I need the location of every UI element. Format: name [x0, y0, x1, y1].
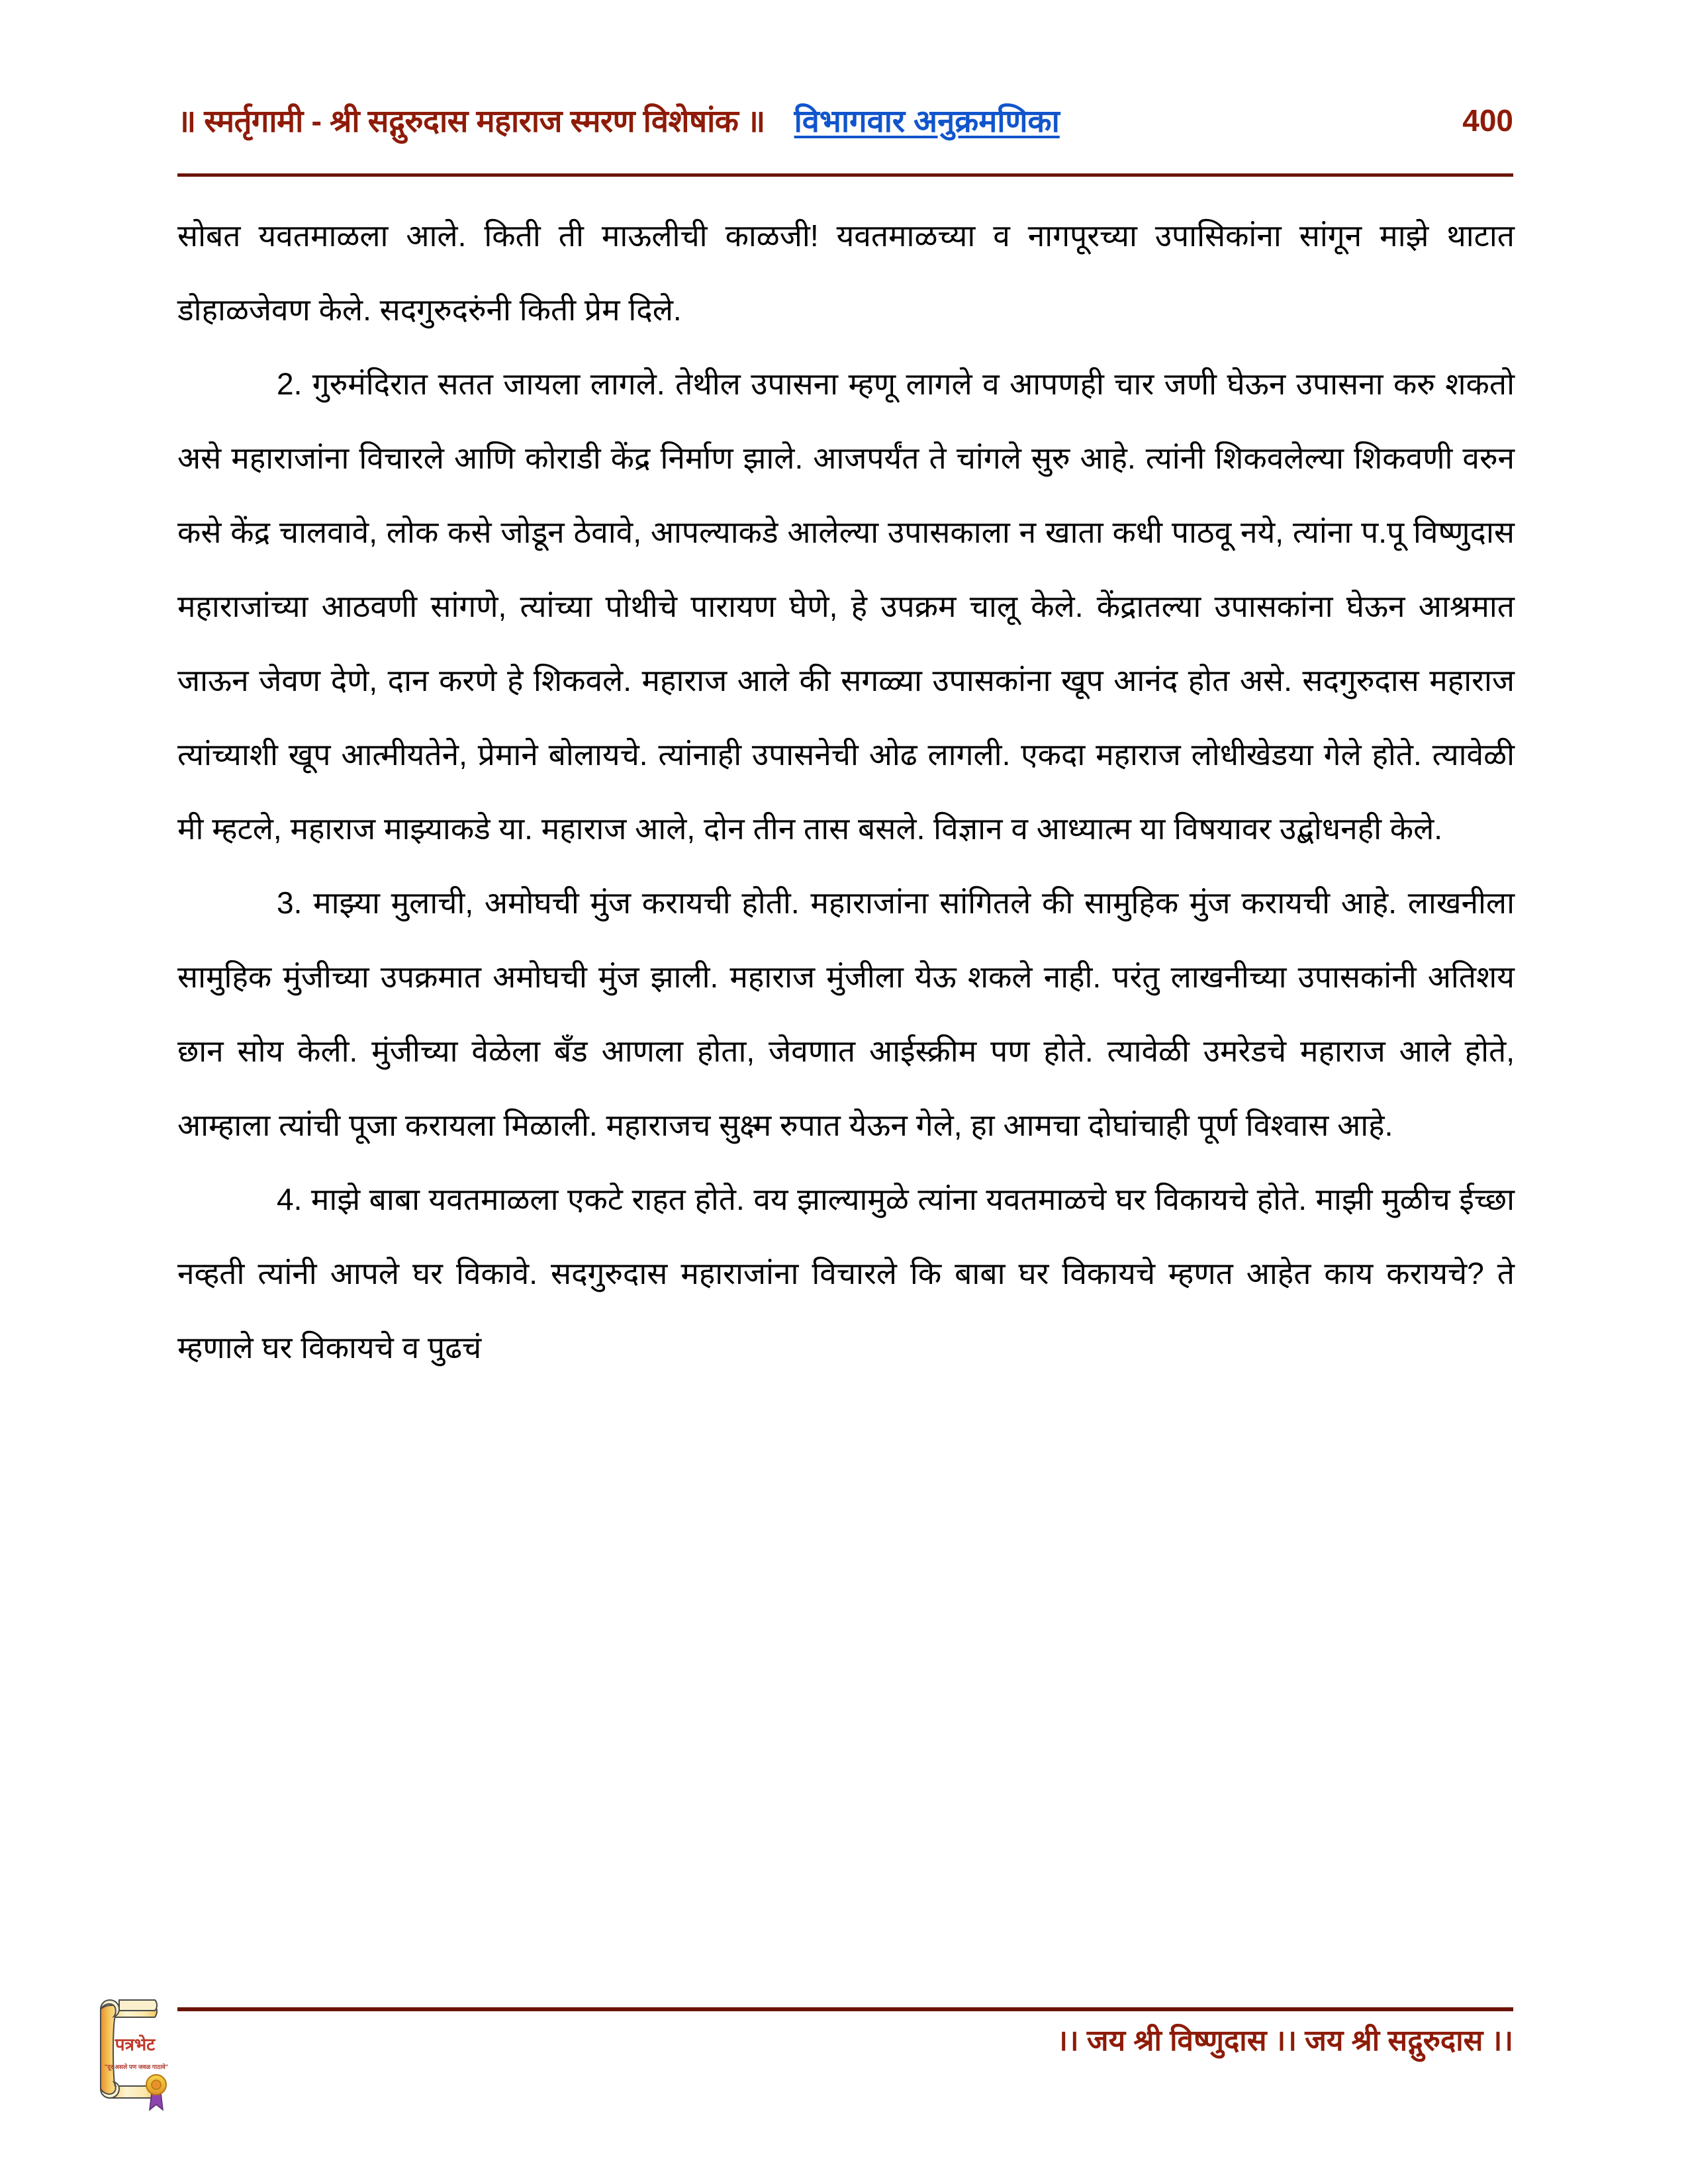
- paragraph-2: 2. गुरुमंदिरात सतत जायला लागले. तेथील उपासना म्हणू लागले व आपणही चार जणी घेऊन उपासना करु शकतो असे महाराजांना विचारले आणि कोराडी केंद्र निर्माण झाले. आजपर्यंत ते चांगले सुरु आहे. त्यांनी शिकवलेल्या शिकवणी वरुन कसे केंद्र चालवावे, लोक कसे जोडून ठेवावे, आपल्याकडे आलेल्या उपासकाला न खाता कधी पाठवू नये, त्यांना प.पू विष्णुदास महाराजांच्या आठवणी सांगणे, त्यांच्या पोथीचे पारायण घेणे, हे उपक्रम चालू केले. केंद्रातल्या उपासकांना घेऊन आश्रमात जाऊन जेवण देणे, दान करणे हे शिकवले. महाराज आले की सगळ्या उपासकांना खूप आनंद होत असे. सदगुरुदास महाराज त्यांच्याशी खूप आत्मीयतेने, प्रेमाने बोलायचे. त्यांनाही उपासनेची ओढ लागली. एकदा महाराज लोधीखेडया गेले होते. त्यावेळी मी म्हटले, महाराज माझ्याकडे या. महाराज आले, दोन तीन तास बसले. विज्ञान व आध्यात्म या विषयावर उद्बोधनही केले.: [177, 367, 1515, 846]
- footer-divider: [177, 2007, 1513, 2011]
- footer-mantra: ।। जय श्री विष्णुदास ।। जय श्री सद्गुरुदास ।।: [1056, 2025, 1513, 2057]
- header-title: ॥ स्मर्तृगामी - श्री सद्गुरुदास महाराज स्मरण विशेषांक ॥: [177, 103, 765, 138]
- page-header: [177, 90, 1513, 151]
- scroll-top-bar: [119, 2000, 157, 2011]
- page-number: 400: [1462, 103, 1513, 138]
- paragraph-3: 3. माझ्या मुलाची, अमोघची मुंज करायची होती. महाराजांना सांगितले की सामुहिक मुंज करायची आहे. लाखनीला सामुहिक मुंजीच्या उपक्रमात अमोघची मुंज झाली. महाराज मुंजीला येऊ शकले नाही. परंतु लाखनीच्या उपासकांनी अतिशय छान सोय केली. मुंजीच्या वेळेला बँड आणला होता, जेवणात आईस्क्रीम पण होते. त्यावेळी उमरेडचे महाराज आले होते, आम्हाला त्यांची पूजा करायला मिळाली. महाराजच सुक्ष्म रुपात येऊन गेले, हा आमचा दोघांचाही पूर्ण विश्वास आहे.: [177, 886, 1515, 1142]
- index-link[interactable]: विभागवार अनुक्रमणिका: [794, 103, 1060, 138]
- logo-title: पत्रभेट: [115, 2034, 156, 2054]
- patrabhet-scroll-logo: [83, 1987, 171, 2119]
- paragraph-continued: सोबत यवतमाळला आले. किती ती माऊलीची काळजी! यवतमाळच्या व नागपूरच्या उपासिकांना सांगून माझे थाटात डोहाळजेवण केले. सदगुरुदरुंनी किती प्रेम दिले.: [177, 218, 1515, 327]
- document-body: [177, 199, 1515, 1385]
- header-divider: [177, 173, 1513, 177]
- logo-tagline: "दूर असले पण जवळ गाठावे": [104, 2064, 169, 2070]
- paragraph-4: 4. माझे बाबा यवतमाळला एकटे राहत होते. वय झाल्यामुळे त्यांना यवतमाळचे घर विकायचे होते. माझी मुळीच ईच्छा नव्हती त्यांनी आपले घर विकावे. सदगुरुदास महाराजांना विचारले कि बाबा घर विकायचे म्हणत आहेत काय करायचे? ते म्हणाले घर विकायचे व पुढचं: [177, 1182, 1515, 1365]
- seal-badge-center: [152, 2080, 161, 2089]
- scroll-icon: [83, 1987, 171, 2119]
